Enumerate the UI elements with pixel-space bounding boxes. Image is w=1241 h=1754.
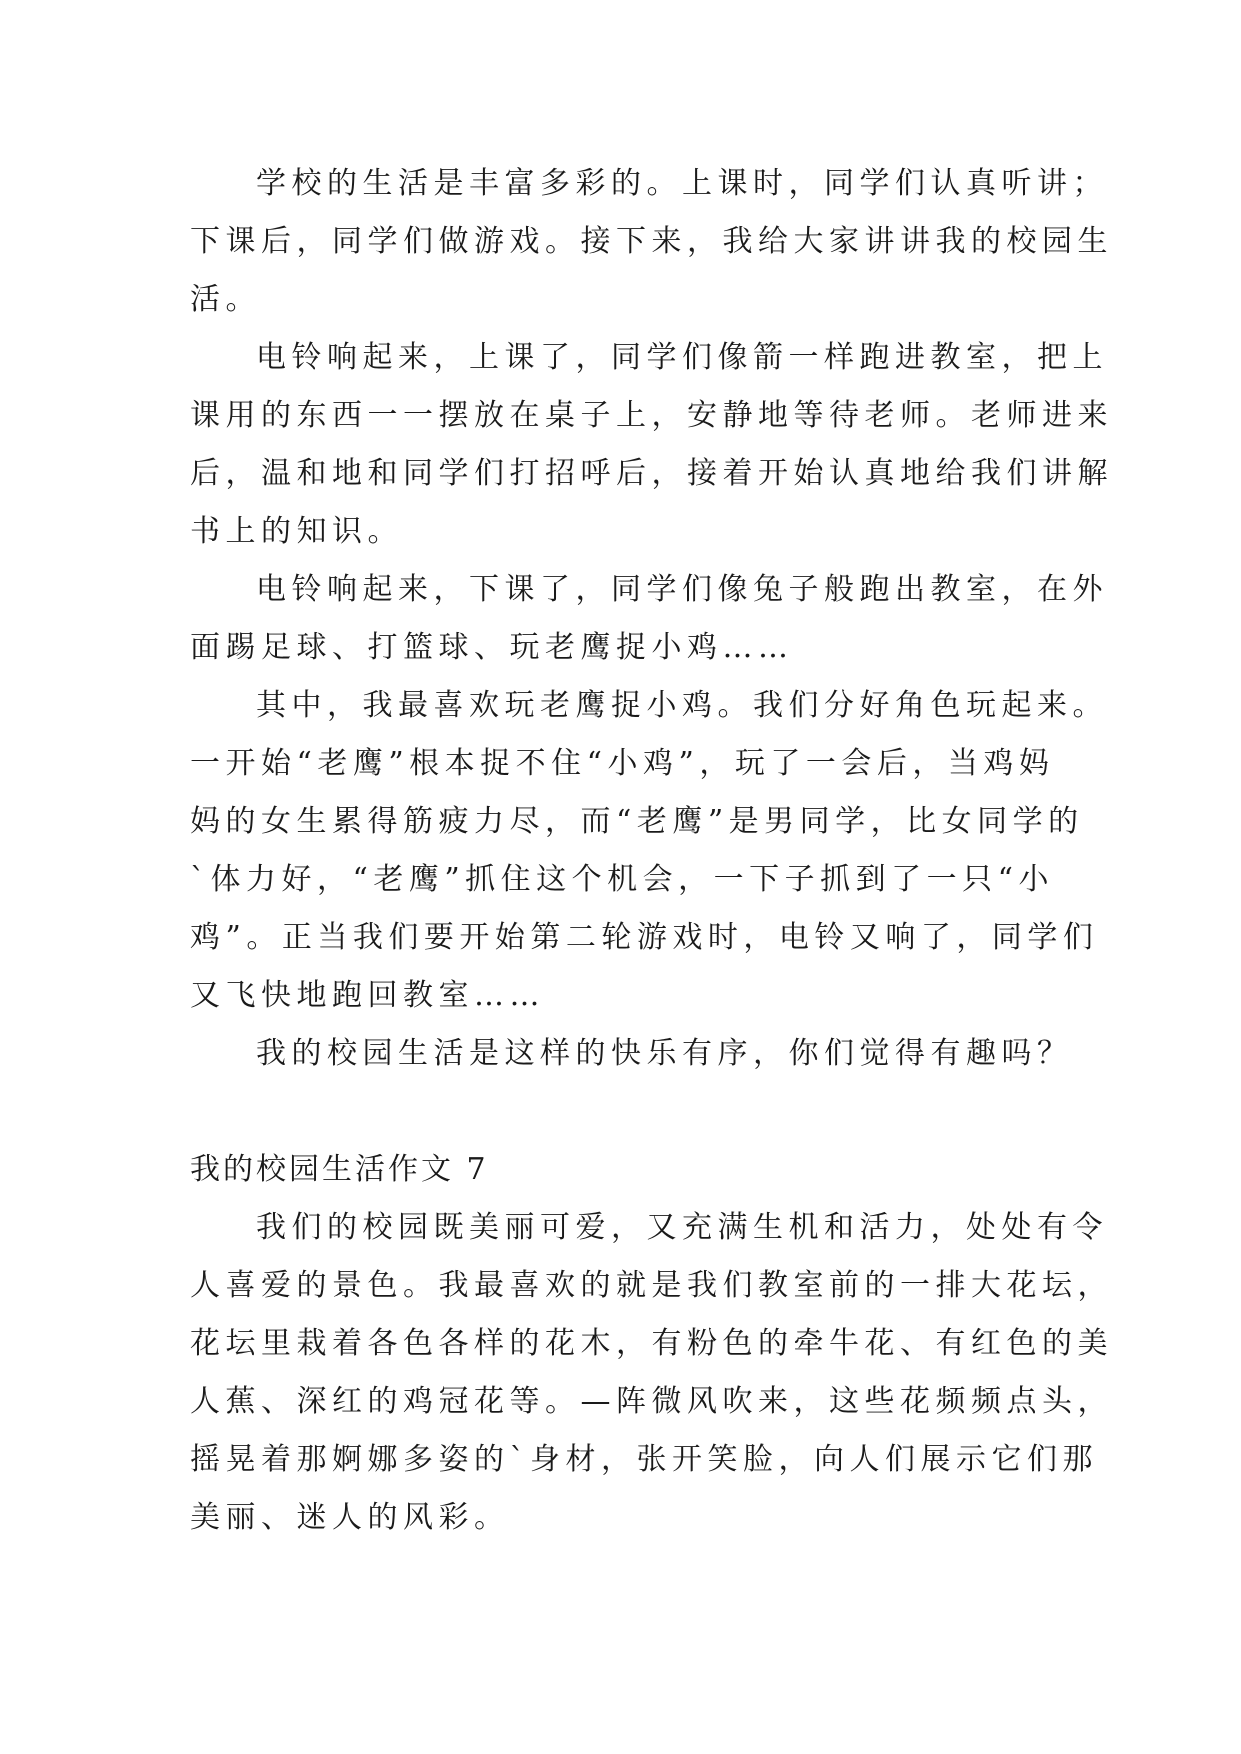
text-line: 下课后，同学们做游戏。接下来，我给大家讲讲我的校园生 [190,224,1113,259]
text-line: 活。 [190,282,261,317]
text-line: 美丽、迷人的风彩。 [190,1500,510,1535]
text-line: 课用的东西一一摆放在桌子上，安静地等待老师。老师进来 [190,398,1113,433]
text-line: 其中，我最喜欢玩老鹰捉小鸡。我们分好角色玩起来。 [256,688,1108,723]
text-line: 妈的女生累得筋疲力尽，而“老鹰”是男同学，比女同学的 [190,804,1084,839]
paragraph-eagle-game [190,677,1108,1025]
text-line: 学校的生活是丰富多彩的。上课时，同学们认真听讲； [256,166,1108,201]
text-line: 书上的知识。 [190,514,403,549]
paragraph-class-begins [190,329,1113,561]
text-line: 我的校园生活是这样的快乐有序，你们觉得有趣吗？ [256,1036,1073,1071]
paragraph-class-ends [190,561,1108,677]
paragraph-conclusion [190,1025,1073,1083]
paragraph-school-life-intro [190,155,1113,329]
text-line: 鸡”。正当我们要开始第二轮游戏时，电铃又响了，同学们 [190,920,1099,955]
section-title: 我的校园生活作文 7 [190,1152,489,1187]
document-page [190,155,1113,1547]
text-line: 一开始“老鹰”根本捉不住“小鸡”，玩了一会后，当鸡妈 [190,746,1055,781]
text-line: 人蕉、深红的鸡冠花等。—阵微风吹来，这些花频频点头， [190,1384,1113,1419]
text-line: 摇晃着那婀娜多姿的`身材，张开笑脸，向人们展示它们那 [190,1442,1098,1477]
text-line: 后，温和地和同学们打招呼后，接着开始认真地给我们讲解 [190,456,1113,491]
text-line: `体力好，“老鹰”抓住这个机会，一下子抓到了一只“小 [190,862,1055,897]
text-line: 电铃响起来，上课了，同学们像箭一样跑进教室，把上 [256,340,1108,375]
text-line: 又飞快地跑回教室…… [190,978,545,1013]
text-line: 面踢足球、打篮球、玩老鹰捉小鸡…… [190,630,794,665]
text-line: 电铃响起来，下课了，同学们像兔子般跑出教室，在外 [256,572,1108,607]
text-line: 人喜爱的景色。我最喜欢的就是我们教室前的一排大花坛， [190,1268,1113,1303]
paragraph-flower-bed [190,1199,1113,1547]
text-line: 花坛里栽着各色各样的花木，有粉色的牵牛花、有红色的美 [190,1326,1113,1361]
text-line: 我们的校园既美丽可爱，又充满生机和活力，处处有令 [256,1210,1108,1245]
section-spacer [190,1083,1060,1141]
